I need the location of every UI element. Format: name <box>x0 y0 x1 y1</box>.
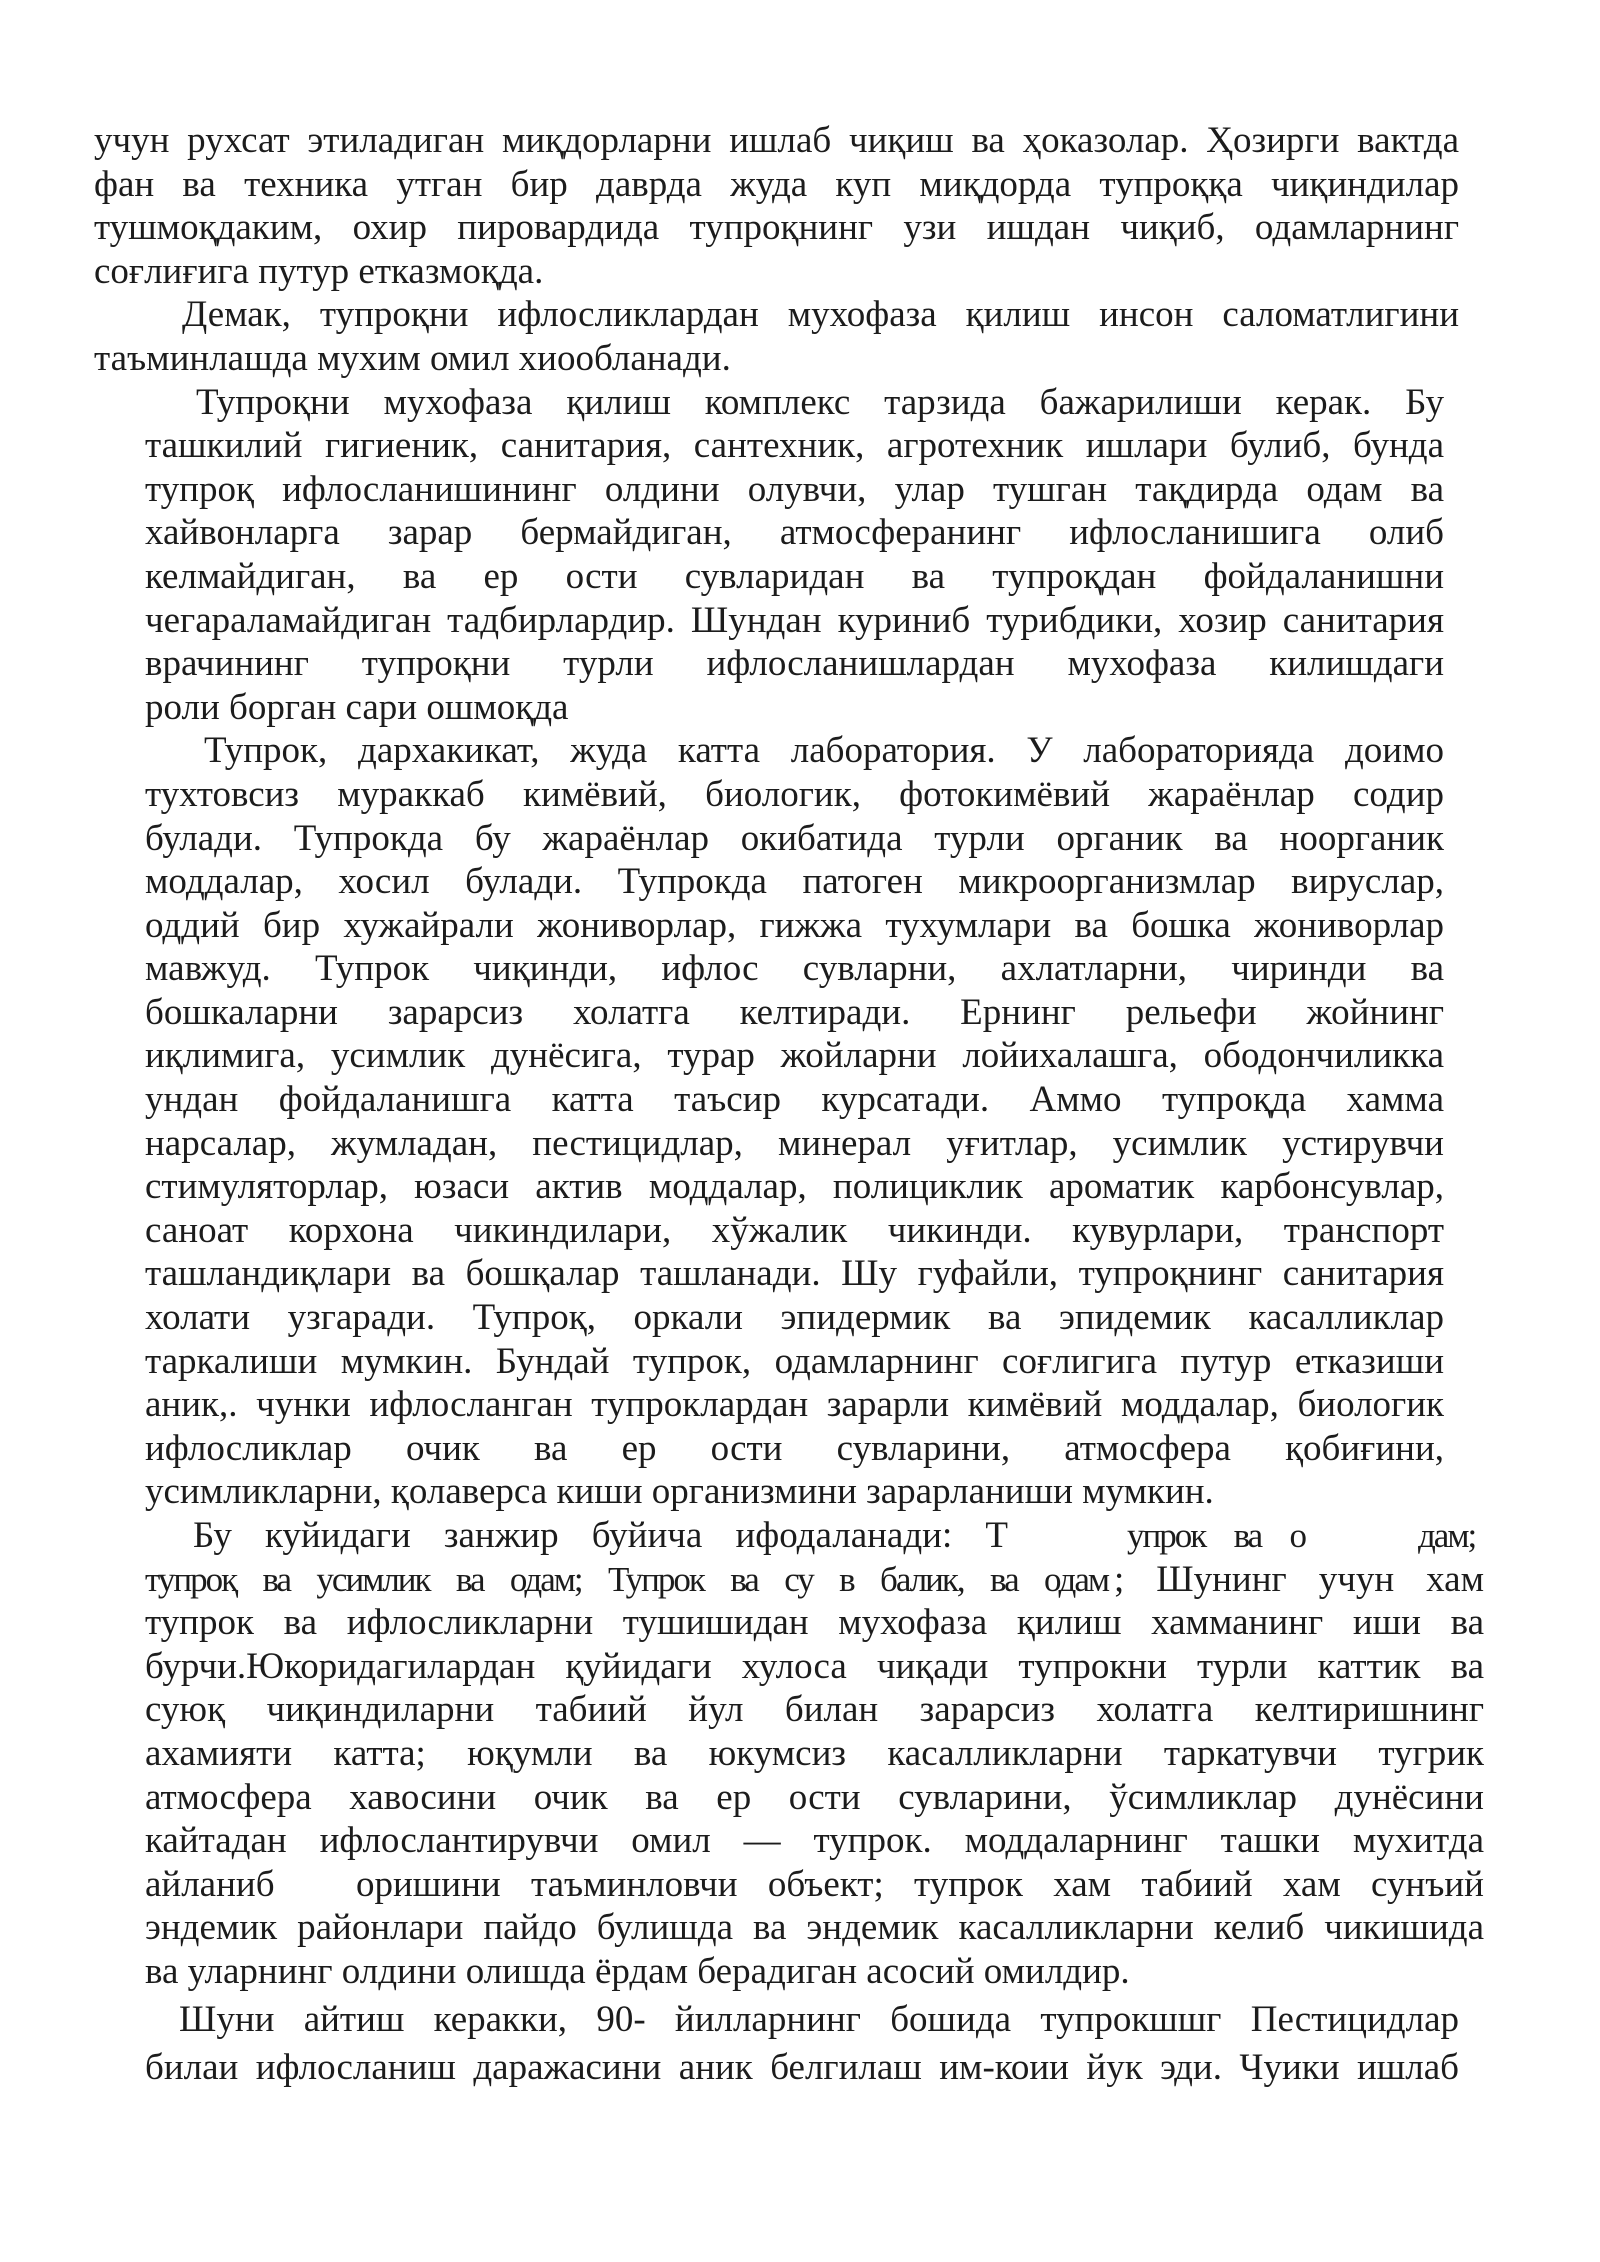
text-line: чегараламайдиган тадбирлардир. Шундан куриниб турибдики, хозир санитария <box>145 599 1444 641</box>
text-line: нарсалар, жумладан, пестицидлар, минерал уғитлар, усимлик устирувчи <box>145 1122 1444 1164</box>
text-line: тухтовсиз мураккаб кимёвий, биологик, фотокимёвий жараёнлар содир <box>145 773 1444 815</box>
text-line: иқлимига, усимлик дунёсига, турар жойларни лойихалашга, ободончиликка <box>145 1035 1444 1077</box>
document-body <box>0 119 1600 2092</box>
text-line: фан ва техника утган бир даврда жуда куп миқдорда тупроққа чиқиндилар <box>94 163 1459 205</box>
paragraph <box>0 1996 1600 2092</box>
text-line: моддалар, хосил булади. Тупрокда патоген микроорганизмлар вируслар, <box>145 861 1444 903</box>
text-line: мавжуд. Тупрок чиқинди, ифлос сувларни, ахлатларни, чиринди ва <box>145 948 1444 990</box>
text-line: келмайдиган, ва ер ости сувларидан ва тупроқдан фойдаланишни <box>145 555 1444 597</box>
text-line: ифлосликлар очик ва ер ости сувларини, атмосфера қобиғини, <box>145 1427 1444 1469</box>
text-line: ахамияти катта; юқумли ва юкумсиз касалликларни таркатувчи тугрик <box>145 1732 1484 1774</box>
text-line: тупроқ ифлосланишининг олдини олувчи, улар тушган тақдирда одам ва <box>145 468 1444 510</box>
text-line: роли борган сари ошмоқда <box>145 686 569 728</box>
text-line <box>145 1863 1484 1907</box>
text-line: тупрок ва ифлосликларни тушишидан мухофаза қилиш хамманинг иши ва <box>145 1602 1484 1644</box>
text-line: таркалиши мумкин. Бундай тупрок, одамларнинг соғлигига путур етказиши <box>145 1340 1444 1382</box>
text-segment: оришини таъминловчи объект; тупрок хам табиий хам сунъий <box>356 1863 1484 1905</box>
text-line: холати узгаради. Тупроқ, оркали эпидермик ва эпидемик касалликлар <box>145 1297 1444 1339</box>
text-line: булади. Тупрокда бу жараёнлар окибатида турли органик ва ноорганик <box>145 817 1444 859</box>
text-segment: тупроқ ва усимлик ва одам; Тупрок ва су в балик, ва одам <box>145 1559 1108 1599</box>
text-line: бошкаларни зарарсиз холатга келтиради. Ернинг рельефи жойнинг <box>145 991 1444 1033</box>
text-line: атмосфера хавосини очик ва ер ости сувларини, ўсимликлар дунёсини <box>145 1776 1484 1818</box>
text-line: стимуляторлар, юзаси актив моддалар, полициклик ароматик карбонсувлар, <box>145 1166 1444 1208</box>
text-line: суюқ чиқиндиларни табиий йул билан зарарсиз холатга келтиришнинг <box>145 1689 1484 1731</box>
text-line: хайвонларга зарар бермайдиган, атмосферанинг ифлосланишига олиб <box>145 512 1444 554</box>
text-segment: айланиб <box>145 1863 275 1905</box>
text-line: билаи ифлосланиш даражасини аник белгилаш им-коии йук эди. Чуики ишлаб <box>145 2046 1459 2088</box>
text-line: Тупрок, дархакикат, жуда катта лаборатория. У лабораторияда доимо <box>204 730 1444 772</box>
text-line: ташландиқлари ва бошқалар ташланади. Шу гуфайли, тупроқнинг санитария <box>145 1253 1444 1295</box>
text-line: оддий бир хужайрали жониворлар, гижжа тухумлари ва бошка жониворлар <box>145 904 1444 946</box>
text-line: саноат корхона чикиндилари, хўжалик чикинди. кувурлари, транспорт <box>145 1209 1444 1251</box>
paragraph <box>0 1514 1600 1994</box>
paragraph <box>0 729 1600 1514</box>
text-line: Демак, тупроқни ифлосликлардан мухофаза қилиш инсон саломатлигини <box>182 294 1459 336</box>
text-line: соғлиғига путур етказмоқда. <box>94 250 544 292</box>
text-line <box>193 1514 1484 1558</box>
text-segment: упрок ва о <box>1127 1516 1305 1555</box>
text-line: учун рухсат этиладиган миқдорларни ишлаб чиқиш ва ҳоказолар. Ҳозирги вактда <box>94 120 1459 161</box>
text-line: бурчи.Юкоридагилардан қуйидаги хулоса чиқади тупрокни турли каттик ва <box>145 1645 1484 1687</box>
text-line: эндемик районлари пайдо булишда ва эндемик касалликларни келиб чикишида <box>145 1907 1484 1949</box>
text-segment: дам; <box>1418 1516 1476 1555</box>
text-line: врачининг тупроқни турли ифлосланишлардан мухофаза килишдаги <box>145 643 1444 685</box>
text-line: Шуни айтиш керакки, 90- йилларнинг бошида тупрокшшг Пестицидлар <box>179 1998 1459 2040</box>
text-segment: ; Шунинг учун хам <box>1114 1558 1484 1600</box>
paragraph <box>0 119 1600 293</box>
paragraph <box>0 381 1600 730</box>
text-segment: Бу куйидаги занжир буйича ифодаланади: Т <box>193 1515 1008 1556</box>
text-line: усимликларни, қолаверса киши организмини зарарланиши мумкин. <box>145 1471 1214 1513</box>
text-line: таъминлашда мухим омил хиообланади. <box>94 337 731 379</box>
text-line: кайтадан ифлослантирувчи омил — тупрок. моддаларнинг ташки мухитда <box>145 1820 1484 1862</box>
text-line: Тупроқни мухофаза қилиш комплекс тарзида бажарилиши керак. Бу <box>196 381 1444 423</box>
text-line: ва уларнинг олдини олишда ёрдам берадиган асосий омилдир. <box>145 1950 1130 1992</box>
text-line: ундан фойдаланишга катта таъсир курсатади. Аммо тупроқда хамма <box>145 1079 1444 1121</box>
text-line: тушмоқдаким, охир пировардида тупроқнинг узи ишдан чиқиб, одамларнинг <box>94 207 1459 249</box>
text-line: аник,. чунки ифлосланган тупроклардан зарарли кимёвий моддалар, биологик <box>145 1384 1444 1426</box>
text-line <box>145 1558 1484 1602</box>
paragraph <box>0 293 1600 380</box>
text-line: ташкилий гигиеник, санитария, сантехник, агротехник ишлари булиб, бунда <box>145 425 1444 467</box>
